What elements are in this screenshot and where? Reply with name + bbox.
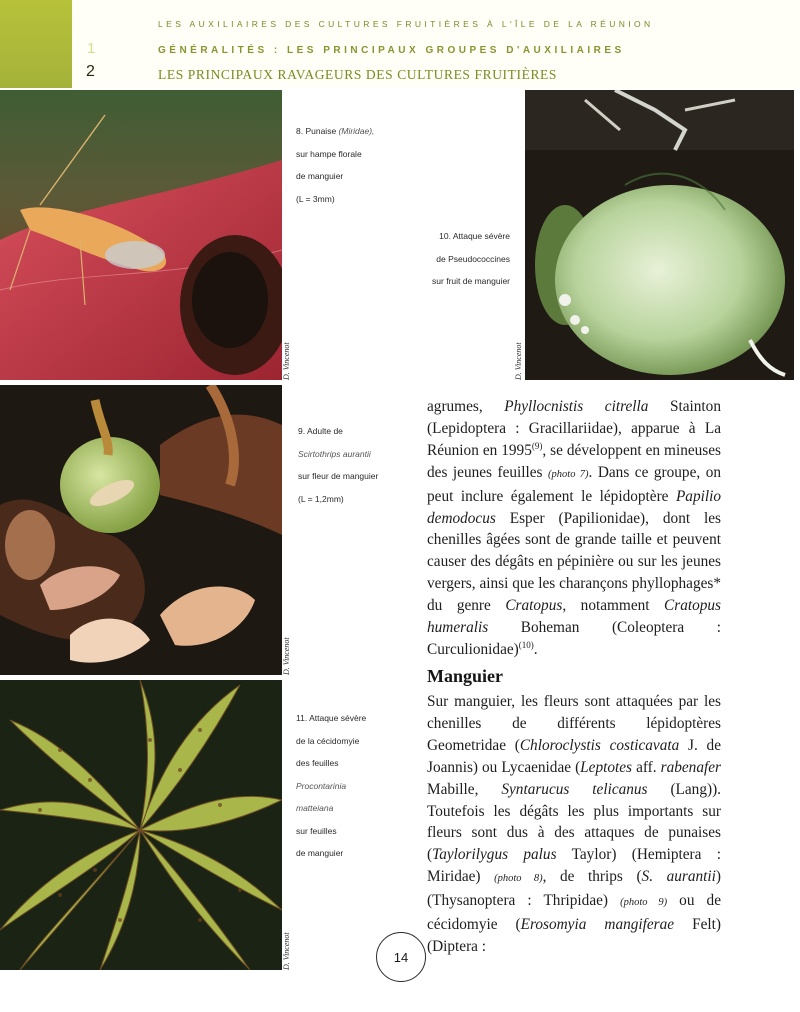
caption-8-line-1: 8. Punaise [296,126,339,136]
page-number: 14 [376,932,426,982]
caption-10-line-2: de Pseudococcines [436,253,510,264]
caption-8-line-2: sur hampe florale [296,148,362,159]
body2-text-k: Taylor) (Hemiptera : Miridae) [427,846,722,886]
body1-reference-9: (9) [531,440,543,451]
photo-credit-10: D. Vincenot [514,342,523,380]
body1-text-l: Boheman (Coleoptera : Curculionidae) [427,619,721,658]
caption-8-line-3: de manguier [296,171,344,181]
body1-text-d: , se développent en mineuses des jeunes feuilles [427,441,721,481]
caption-11-line-6: sur feuilles [296,825,337,836]
caption-9-line-4: (L = 1,2mm) [298,493,344,504]
body2-taxon-s-aurantii: S. aurantii [641,868,716,886]
body1-text-h: Esper (Papilionidae), dont les chenilles âgées sont de grande taille et peuvent causer des dégâts en pépinière ou sur les jeunes vergers, ainsi que les charançons phyllophages* du genre [427,509,721,615]
body2-text-s: Felt) (Diptera : [427,916,722,955]
caption-11-taxon-genus: Procontarinia [296,780,347,791]
chapter-number-2: 2 [86,63,95,80]
photo-mirid-bug [0,90,282,380]
book-title: LES AUXILIAIRES DES CULTURES FRUITIÈRES À L'ÎLE DE LA RÉUNION [158,19,654,29]
body2-text-g: Mabille, [427,780,502,798]
body2-taxon-erosomyia: Erosomyia mangiferae [520,916,675,934]
body-paragraph-1 [427,396,721,661]
body-paragraph-2 [427,691,721,958]
body2-taxon-leptotes: Leptotes [580,758,633,776]
body2-taxon-taylorilygus: Taylorilygus palus [432,846,557,864]
photo-credit-11: D. Vincenot [282,932,291,970]
caption-photo-8 [296,120,374,210]
caption-11-line-7: de manguier [296,848,344,858]
body2-text-c: J. de Joannis) ou Lycaenidae ( [427,736,721,776]
header-color-block [0,0,72,88]
photo-damaged-leaves [0,680,282,970]
section-heading-manguier: Manguier [427,666,503,686]
body1-text-c: Stainton (Lepidoptera : Gracillariidae), apparue à La Réunion en 1995 [427,398,721,459]
caption-photo-9 [298,420,378,510]
body1-taxon-cratopus-humeralis: Cratopus humeralis [427,597,721,637]
caption-11-line-3: des feuilles [296,758,339,768]
body2-text-o: ) (Thysanoptera : Thripidae) [427,868,721,910]
body2-photo-ref-9: (photo 9) [620,897,668,909]
body2-text-m: , de thrips ( [542,868,642,886]
photo-credit-8: D. Vincenot [282,342,291,380]
caption-9-line-3: sur fleur de manguier [298,471,379,481]
caption-9-taxon: Scirtothrips aurantii [298,448,371,459]
section-title: LES PRINCIPAUX RAVAGEURS DES CULTURES FRUITIÈRES [158,67,558,82]
chapter-title: GÉNÉRALITÉS : LES PRINCIPAUX GROUPES D'AUXILIAIRES [158,45,625,56]
body2-text-e: aff. [632,758,661,776]
caption-10-line-1: 10. Attaque sévère [439,231,510,241]
caption-photo-10 [380,225,510,293]
photo-thrips-flower [0,385,282,675]
body2-taxon-chloroclystis: Chloroclystis costicavata [519,736,680,754]
body1-text-f: . Dans ce groupe, on peut inclure également le lépidoptère [427,463,721,505]
caption-11-taxon-species: matteiana [296,803,334,813]
body1-reference-10: (10) [518,639,534,650]
caption-11-line-2: de la cécidomyie [296,735,360,746]
body2-taxon-rabenafer: rabenafer [660,758,721,776]
caption-photo-11 [296,707,366,865]
caption-9-line-1: 9. Adulte de [298,426,343,436]
body1-photo-ref-7: (photo 7) [548,468,589,480]
caption-10-line-3: sur fruit de manguier [432,276,510,286]
caption-8-line-4: (L = 3mm) [296,193,335,204]
photo-credit-9: D. Vincenot [282,637,291,675]
caption-8-taxon: (Miridae), [338,126,375,136]
body2-text-q: ou de cécidomyie ( [427,892,721,934]
body1-taxon-papilio: Papilio demodocus [427,487,721,527]
body2-text-a: Sur manguier, les fleurs sont attaquées par les chenilles de différents lépidoptères Geometridae ( [427,693,721,754]
photo-mango-mealybugs [525,90,794,380]
body2-photo-ref-8: (photo 8) [494,873,543,885]
chapter-number-1: 1 [87,40,96,57]
body1-taxon-cratopus: Cratopus [505,597,563,615]
body1-text-m: . [533,640,538,658]
body2-taxon-syntarucus: Syntarucus telicanus [501,780,648,798]
body1-text-a: agrumes, [427,398,505,415]
caption-11-line-1: 11. Attaque sévère [296,713,367,723]
body2-text-i: (Lang)). Toutefois les dégâts les plus importants sur fleurs sont dus à des attaques de punaises ( [427,780,721,864]
body1-text-j: , notamment [562,597,665,615]
body1-taxon-phyllocnistis: Phyllocnistis citrella [504,398,649,415]
